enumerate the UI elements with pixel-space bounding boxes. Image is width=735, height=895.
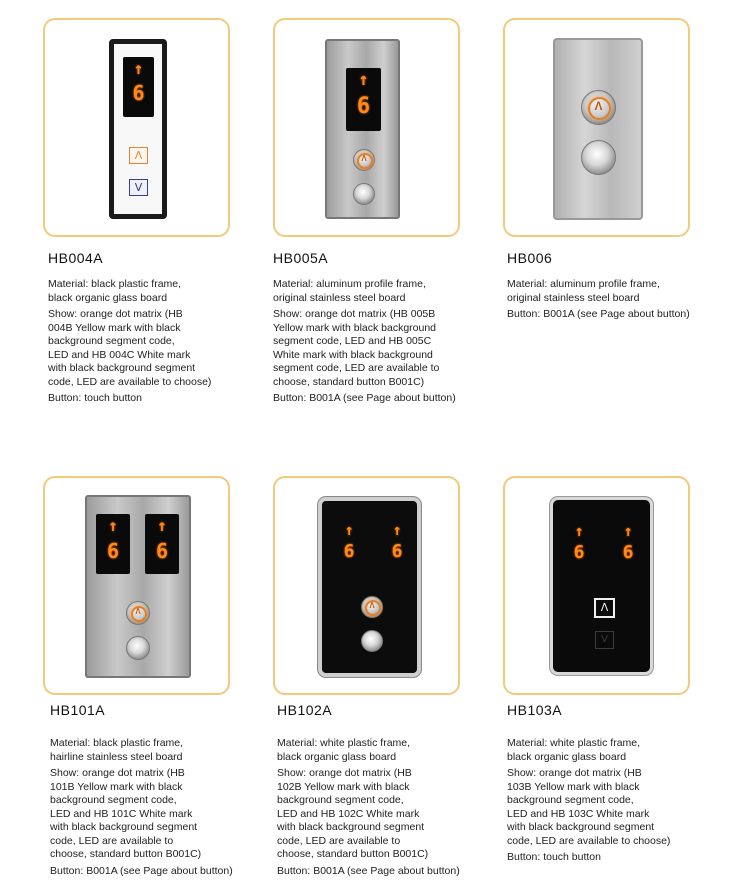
led-arrow: ↑ (392, 521, 402, 539)
product-card-hb006 (503, 18, 690, 237)
model-name: HB006 (507, 250, 553, 266)
product-card-hb004a (43, 18, 230, 237)
show-text: Show: orange dot matrix (HB 004B Yellow mark with black background segment code, LED and HB 004C White mark with black background segment code, LED are available to choose) (48, 308, 212, 388)
led-display-right (145, 514, 179, 574)
led-display (123, 57, 154, 117)
product-card-hb102a (273, 476, 460, 695)
up-arrow-icon: Λ (134, 149, 143, 162)
show-text: Show: orange dot matrix (HB 101B Yellow mark with black background segment code, LED and HB 101C White mark with black background segment code, LED are available to choose, standard button B001C) (50, 767, 202, 860)
button-text: Button: B001A (see Page about button) (277, 864, 460, 877)
led-floor: 6 (106, 539, 120, 563)
touch-up-button[interactable] (594, 598, 615, 618)
led-arrow: ↑ (108, 516, 118, 535)
led-arrow: ↑ (157, 516, 167, 535)
touch-up-button[interactable] (129, 147, 148, 164)
model-name: HB005A (273, 250, 329, 266)
material-text: Material: black plastic frame, hairline stainless steel board (50, 737, 184, 763)
led-display-right (616, 522, 640, 570)
material-text: Material: black plastic frame, black organic glass board (48, 278, 182, 304)
button-text: Button: touch button (48, 392, 142, 404)
up-chevron-icon: Λ (369, 601, 375, 610)
up-chevron-icon: Λ (135, 607, 141, 616)
up-chevron-icon: Λ (361, 154, 367, 163)
product-description (273, 278, 488, 409)
call-button[interactable] (361, 630, 383, 652)
led-arrow: ↑ (133, 59, 144, 78)
model-name: HB103A (507, 702, 563, 718)
button-text: Button: B001A (see Page about button) (273, 392, 456, 404)
material-text: Material: white plastic frame, black organic glass board (277, 737, 411, 763)
show-text: Show: orange dot matrix (HB 103B Yellow mark with black background segment code, LED and HB 103C White mark with black background segment code, LED are available to choose) (507, 767, 671, 847)
led-arrow: ↑ (574, 522, 584, 540)
led-display-left (96, 514, 130, 574)
panel-hb103a (550, 497, 653, 675)
down-arrow-icon: V (134, 181, 143, 194)
led-floor: 6 (573, 542, 585, 563)
led-display-right (385, 521, 409, 569)
call-button[interactable] (353, 183, 375, 205)
button-text: Button: B001A (see Page about button) (50, 864, 233, 877)
button-text: Button: B001A (see Page about button) (507, 308, 690, 320)
led-arrow: ↑ (344, 521, 354, 539)
led-floor: 6 (356, 94, 371, 119)
product-description (50, 737, 270, 881)
touch-down-button[interactable] (129, 179, 148, 196)
call-up-button[interactable] (353, 149, 375, 171)
led-floor: 6 (343, 541, 355, 562)
panel-hb005a (325, 39, 400, 219)
led-floor: 6 (132, 81, 145, 105)
call-up-button[interactable] (581, 90, 616, 125)
touch-down-button[interactable] (595, 631, 614, 649)
product-card-hb005a (273, 18, 460, 237)
led-display-left (337, 521, 361, 569)
material-text: Material: white plastic frame, black organic glass board (507, 737, 641, 763)
product-card-hb101a (43, 476, 230, 695)
down-arrow-icon: V (601, 634, 608, 645)
led-arrow: ↑ (623, 522, 633, 540)
show-text: Show: orange dot matrix (HB 005B Yellow mark with black background segment code, LED and HB 005C White mark with black background segment code, LED are available to choose, standard button B001C) (273, 308, 440, 388)
material-text: Material: aluminum profile frame, original stainless steel board (273, 278, 426, 304)
call-button[interactable] (581, 140, 616, 175)
led-display-left (567, 522, 591, 570)
model-name: HB102A (277, 702, 333, 718)
led-arrow: ↑ (358, 70, 369, 90)
panel-hb004a (109, 39, 167, 219)
panel-hb101a (85, 495, 191, 678)
up-arrow-icon: Λ (600, 601, 609, 614)
led-floor: 6 (155, 539, 169, 563)
panel-hb102a (318, 497, 421, 677)
call-button[interactable] (126, 636, 150, 660)
call-up-button[interactable] (126, 601, 150, 625)
model-name: HB101A (50, 702, 106, 718)
product-card-hb103a (503, 476, 690, 695)
panel-hb006 (553, 38, 643, 220)
material-text: Material: aluminum profile frame, original stainless steel board (507, 278, 660, 304)
product-description (507, 278, 727, 325)
led-display (346, 68, 381, 131)
product-description (507, 737, 729, 868)
show-text: Show: orange dot matrix (HB 102B Yellow mark with black background segment code, LED and HB 102C White mark with black background segment code, LED are available to choose, standard button B001C) (277, 767, 429, 860)
up-chevron-icon: Λ (594, 99, 603, 113)
button-text: Button: touch button (507, 851, 601, 863)
product-description (48, 278, 238, 409)
call-up-button[interactable] (361, 596, 383, 618)
led-floor: 6 (391, 541, 403, 562)
product-description (277, 737, 497, 881)
model-name: HB004A (48, 250, 104, 266)
led-floor: 6 (622, 542, 634, 563)
